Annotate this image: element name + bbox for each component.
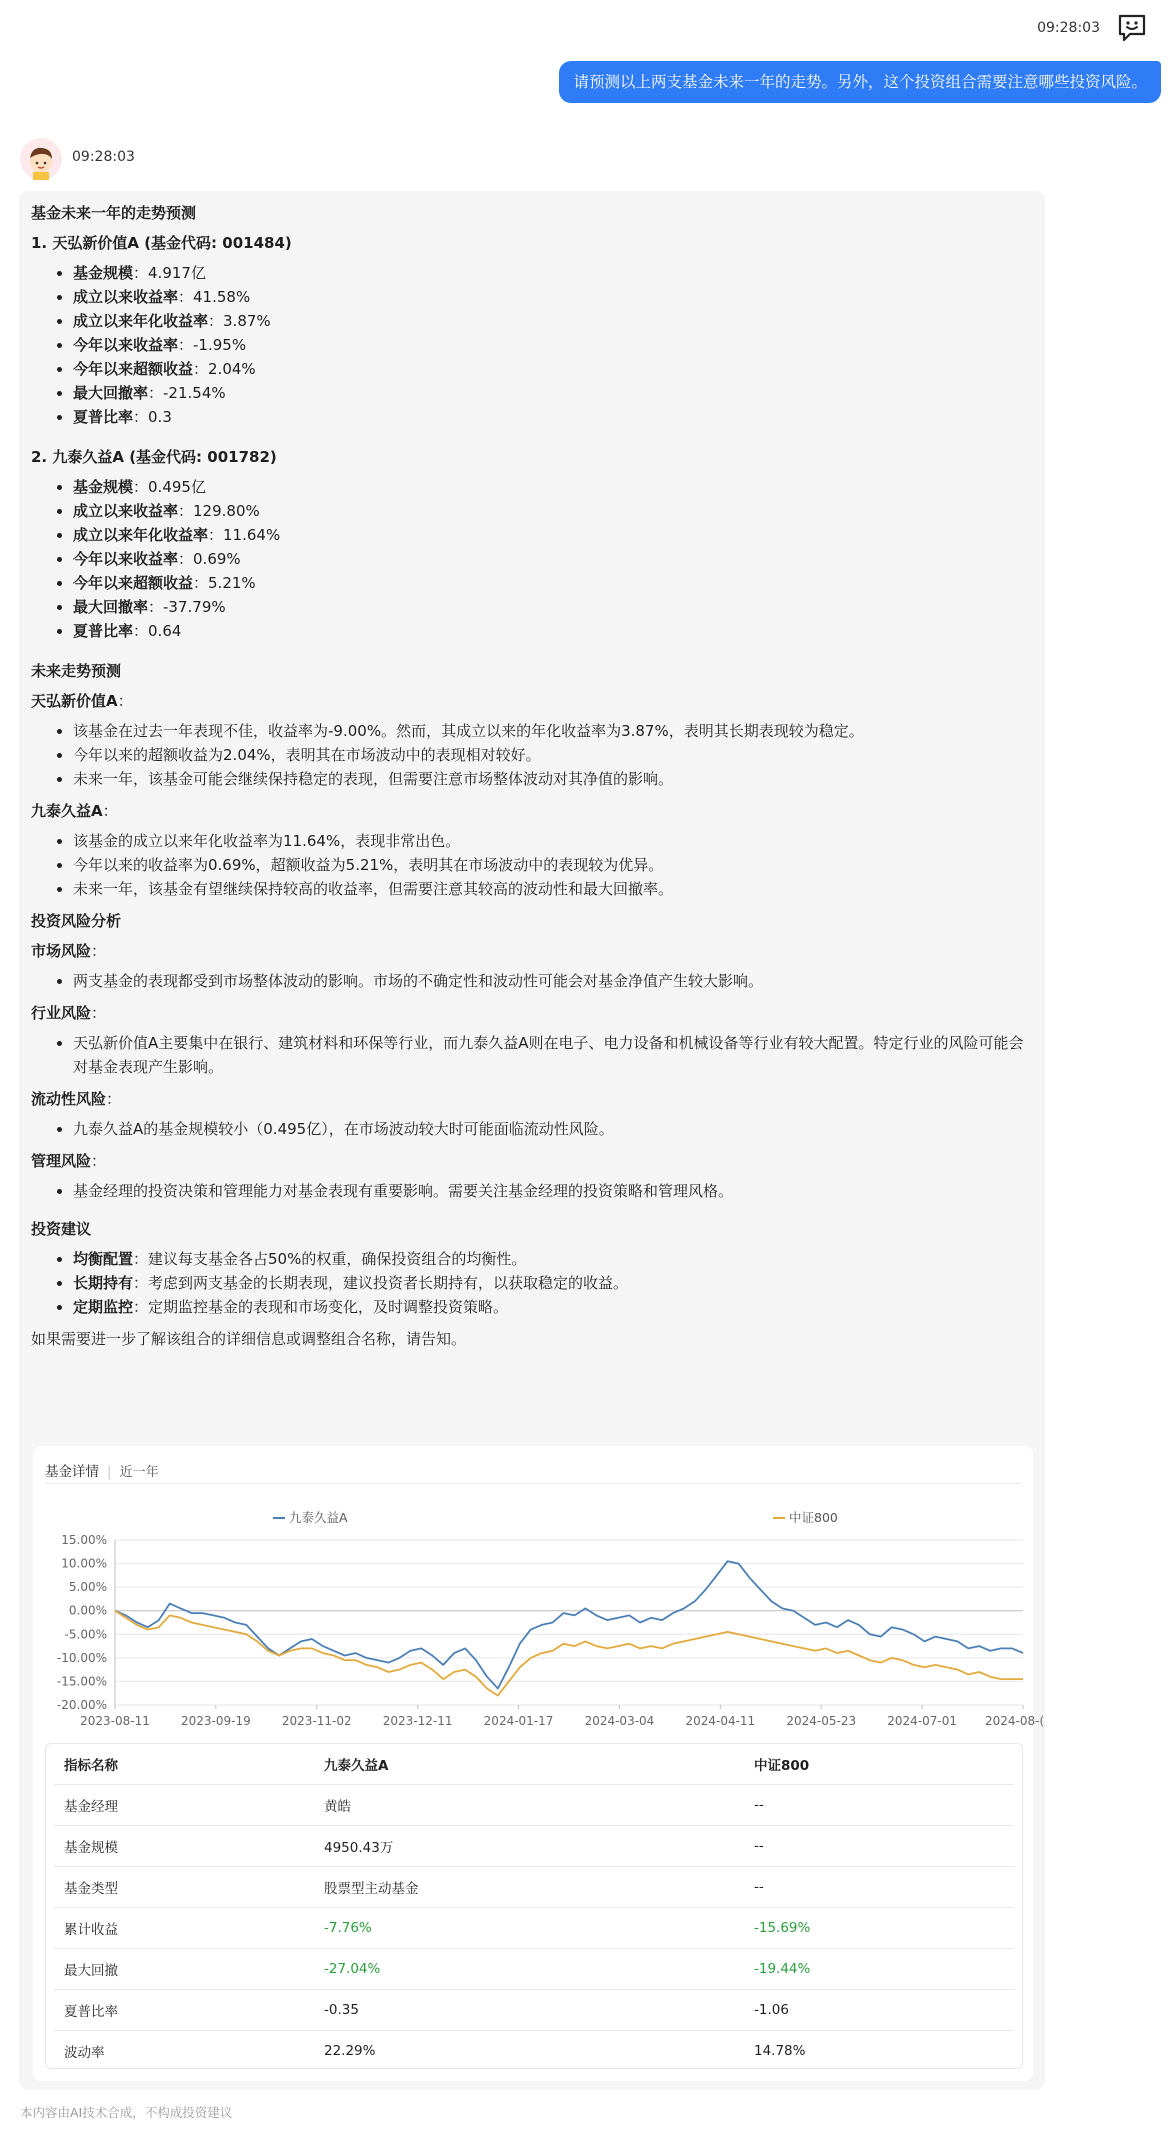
user-message-time: 09:28:03 [1037, 20, 1100, 36]
list-item: • 基金规模：4.917亿 [73, 261, 1031, 285]
list-item: • 成立以来收益率：129.80% [73, 499, 1031, 523]
list-item: • 今年以来超额收益：2.04% [73, 357, 1031, 381]
row-label: 基金规模 [54, 1826, 324, 1867]
header-index: 中证800 [754, 1744, 1014, 1785]
list-item: • 最大回撤率：-21.54% [73, 381, 1031, 405]
row-label: 基金经理 [54, 1785, 324, 1826]
list-item: • 九泰久益A的基金规模较小（0.495亿），在市场波动较大时可能面临流动性风险。 [73, 1117, 1031, 1141]
fund-value: -7.76% [324, 1908, 754, 1949]
list-item: • 定期监控：定期监控基金的表现和市场变化，及时调整投资策略。 [73, 1295, 1031, 1319]
fund-value: 4950.43万 [324, 1826, 754, 1867]
trend-title: 未来走势预测 [31, 662, 122, 680]
y-tick-label: -10.00% [56, 1650, 107, 1665]
fund-value: 黄皓 [324, 1785, 754, 1826]
trend2-list [31, 829, 1031, 901]
row-label: 波动率 [64, 2045, 105, 2061]
header-metric: 指标名称 [54, 1744, 324, 1785]
fund-value: -0.35 [324, 1990, 754, 2031]
trend2-title: 九泰久益A： [31, 802, 118, 820]
table-row [54, 1785, 1014, 1826]
advice-list [31, 1247, 1031, 1319]
index-value: -19.44% [754, 1949, 1014, 1990]
trend1-title: 天弘新价值A： [31, 692, 133, 710]
risk1-title: 市场风险： [31, 942, 107, 960]
list-item: • 今年以来的超额收益为2.04%，表明其在市场波动中的表现相对较好。 [73, 743, 1031, 767]
list-item: • 两支基金的表现都受到市场整体波动的影响。市场的不确定性和波动性可能会对基金净值产生较大影响。 [73, 969, 1031, 993]
x-tick-label: 2023-09-19 [181, 1714, 251, 1728]
risk-title: 投资风险分析 [31, 912, 122, 930]
list-item: • 今年以来收益率：0.69% [73, 547, 1031, 571]
fund2-metrics-list [31, 475, 1031, 643]
index-value: -- [754, 1826, 1014, 1867]
y-tick-label: -5.00% [64, 1627, 107, 1642]
list-item: • 最大回撤率：-37.79% [73, 595, 1031, 619]
y-tick-label: 15.00% [61, 1533, 107, 1547]
metrics-table [45, 1743, 1023, 2069]
x-tick-label: 2024-03-04 [584, 1714, 655, 1728]
list-item: • 成立以来年化收益率：11.64% [73, 523, 1031, 547]
list-item: • 未来一年，该基金可能会继续保持稳定的表现，但需要注意市场整体波动对其净值的影响。 [73, 767, 1031, 791]
y-tick-label: -20.00% [56, 1698, 107, 1712]
index-value: 14.78% [754, 2043, 806, 2059]
risk4-list [31, 1179, 1031, 1203]
x-tick-label: 2024-04-11 [685, 1714, 756, 1728]
x-tick-label: 2023-12-11 [382, 1714, 453, 1728]
fund-value: 股票型主动基金 [324, 1867, 754, 1908]
user-message-bubble: 请预测以上两支基金未来一年的走势。另外，这个投资组合需要注意哪些投资风险。 [559, 61, 1161, 103]
closing-text: 如果需要进一步了解该组合的详细信息或调整组合名称，请告知。 [31, 1330, 467, 1348]
forecast-title: 基金未来一年的走势预测 [31, 204, 197, 222]
disclaimer: 本内容由AI技术合成，不构成投资建议 [20, 2105, 233, 2120]
risk2-title: 行业风险： [31, 1004, 107, 1022]
fund-detail-panel [33, 1446, 1045, 2081]
panel-header: 基金详情 | 近一年 [45, 1464, 159, 1480]
risk2-list [31, 1031, 1031, 1079]
header-fund: 九泰久益A [324, 1744, 754, 1785]
fund1-metrics-list [31, 261, 1031, 429]
list-item: • 该基金在过去一年表现不佳，收益率为-9.00%。然而，其成立以来的年化收益率为3.87%，表明其长期表现较为稳定。 [73, 719, 1031, 743]
list-item: • 未来一年，该基金有望继续保持较高的收益率，但需要注意其较高的波动性和最大回撤率。 [73, 877, 1031, 901]
series-line-index [115, 1611, 1023, 1696]
list-item: • 基金规模：0.495亿 [73, 475, 1031, 499]
assistant-message-time: 09:28:03 [72, 149, 135, 165]
legend-label: 中证800 [789, 1510, 838, 1525]
risk3-title: 流动性风险： [31, 1090, 122, 1108]
row-label: 最大回撤 [54, 1949, 324, 1990]
assistant-message-content [31, 201, 1031, 1351]
fund2-heading: 2. 九泰久益A (基金代码: 001782) [31, 448, 277, 466]
table-row [54, 2031, 1014, 2072]
index-value: -15.69% [754, 1908, 1014, 1949]
performance-chart [33, 1496, 1045, 1741]
assistant-avatar [20, 138, 62, 180]
x-tick-label: 2024-08-( [985, 1714, 1045, 1728]
risk4-title: 管理风险： [31, 1152, 107, 1170]
index-value: -- [754, 1785, 1014, 1826]
list-item: • 成立以来收益率：41.58% [73, 285, 1031, 309]
x-tick-label: 2023-08-11 [80, 1714, 150, 1728]
list-item: • 成立以来年化收益率：3.87% [73, 309, 1031, 333]
list-item: • 天弘新价值A主要集中在银行、建筑材料和环保等行业，而九泰久益A则在电子、电力设备和机械设备等行业有较大配置。特定行业的风险可能会对基金表现产生影响。 [73, 1031, 1031, 1079]
x-tick-label: 2024-07-01 [887, 1714, 957, 1728]
x-tick-label: 2023-11-02 [281, 1714, 352, 1728]
fund-value: 22.29% [324, 2043, 376, 2059]
assistant-message-card [19, 191, 1045, 2090]
y-tick-label: 10.00% [61, 1556, 107, 1571]
risk1-list [31, 969, 1031, 993]
list-item: • 今年以来超额收益：5.21% [73, 571, 1031, 595]
trend1-list [31, 719, 1031, 791]
table-row [54, 1949, 1014, 1990]
list-item: • 夏普比率：0.64 [73, 619, 1031, 643]
list-item: • 夏普比率：0.3 [73, 405, 1031, 429]
table-row [54, 1908, 1014, 1949]
table-row [54, 1867, 1014, 1908]
row-label: 累计收益 [54, 1908, 324, 1949]
y-tick-label: 5.00% [68, 1580, 107, 1595]
table-row [54, 1990, 1014, 2031]
series-line-fund [115, 1561, 1023, 1688]
advice-title: 投资建议 [31, 1220, 92, 1238]
list-item: • 均衡配置：建议每支基金各占50%的权重，确保投资组合的均衡性。 [73, 1247, 1031, 1271]
list-item: • 基金经理的投资决策和管理能力对基金表现有重要影响。需要关注基金经理的投资策略和管理风格。 [73, 1179, 1031, 1203]
index-value: -1.06 [754, 1990, 1014, 2031]
table-header-row [54, 1744, 1014, 1785]
row-label: 夏普比率 [54, 1990, 324, 2031]
table-row [54, 1826, 1014, 1867]
list-item: • 今年以来的收益率为0.69%，超额收益为5.21%，表明其在市场波动中的表现较为优异。 [73, 853, 1031, 877]
period-tab[interactable]: 近一年 [119, 1465, 159, 1480]
list-item: • 该基金的成立以来年化收益率为11.64%，表现非常出色。 [73, 829, 1031, 853]
fund1-heading: 1. 天弘新价值A (基金代码: 001484) [31, 234, 292, 252]
list-item: • 长期持有：考虑到两支基金的长期表现，建议投资者长期持有，以获取稳定的收益。 [73, 1271, 1031, 1295]
y-tick-label: 0.00% [68, 1603, 107, 1618]
legend-label: 九泰久益A [289, 1510, 348, 1525]
y-tick-label: -15.00% [56, 1674, 107, 1689]
index-value: -- [754, 1867, 1014, 1908]
list-item: • 今年以来收益率：-1.95% [73, 333, 1031, 357]
row-label: 基金类型 [54, 1867, 324, 1908]
chat-bot-icon[interactable] [1116, 12, 1148, 44]
risk3-list [31, 1117, 1031, 1141]
panel-title: 基金详情 [45, 1464, 99, 1480]
x-tick-label: 2024-01-17 [483, 1714, 554, 1728]
fund-value: -27.04% [324, 1949, 754, 1990]
x-tick-label: 2024-05-23 [786, 1714, 857, 1728]
